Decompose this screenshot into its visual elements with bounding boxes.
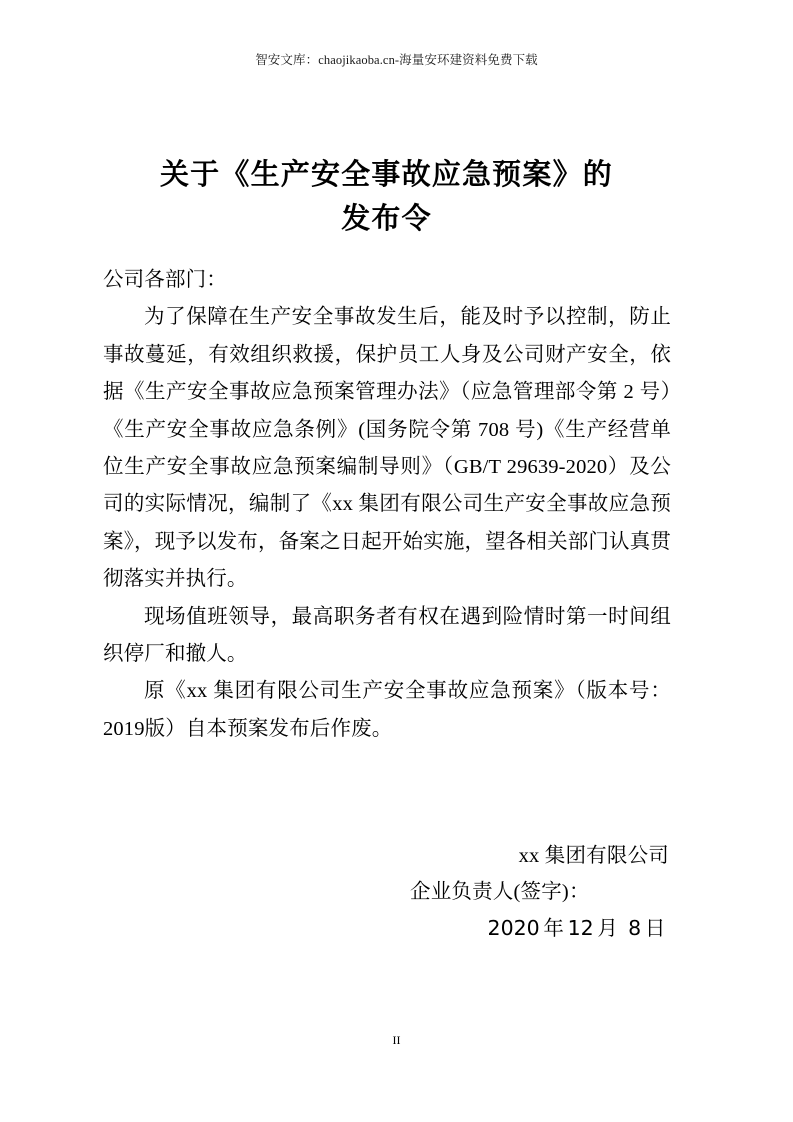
body-paragraph-2: 现场值班领导，最高职务者有权在遇到险情时第一时间组织停厂和撤人。 [103,605,671,666]
signature-date-day: 8 [628,916,642,940]
document-body [103,262,671,748]
signature-date [103,910,671,947]
body-paragraph-1: 为了保障在生产安全事故发生后，能及时予以控制，防止事故蔓延，有效组织救援，保护员工人身及公司财产安全，依据《生产安全事故应急预案管理办法》（应急管理部令第 2 号）《生产安全事故应急条例》(国务院令第 708 号)《生产经营单位生产安全事故应急预案编制导则》（GB/T 29639-2020）及公司的实际情况，编制了《xx 集团有限公司生产安全事故应急预案》，现予以发布，备案之日起开始实施，望各相关部门认真贯彻落实并执行。 [103,306,671,591]
signature-block [103,838,671,947]
page-number: II [392,1033,401,1047]
signature-date-month: 12 [567,916,594,940]
signature-date-year-unit: 年 [543,918,564,940]
page-title-line-2: 发布令 [341,201,432,235]
signature-date-year: 2020 [487,916,540,940]
page-title [103,152,670,240]
signature-responsible-person-label: 企业负责人(签字)： [410,881,590,903]
signature-date-month-unit: 月 [597,918,618,940]
signature-company-name: xx 集团有限公司 [518,845,669,867]
salutation: 公司各部门： [103,269,227,291]
signature-date-day-unit: 日 [644,918,666,940]
page-title-line-1: 关于《生产安全事故应急预案》的 [159,157,613,191]
page-header-note: 智安文库：chaojikaoba.cn-海量安环建资料免费下载 [255,53,538,67]
body-paragraph-3: 原《xx 集团有限公司生产安全事故应急预案》（版本号：2019版）自本预案发布后作废。 [103,680,671,740]
